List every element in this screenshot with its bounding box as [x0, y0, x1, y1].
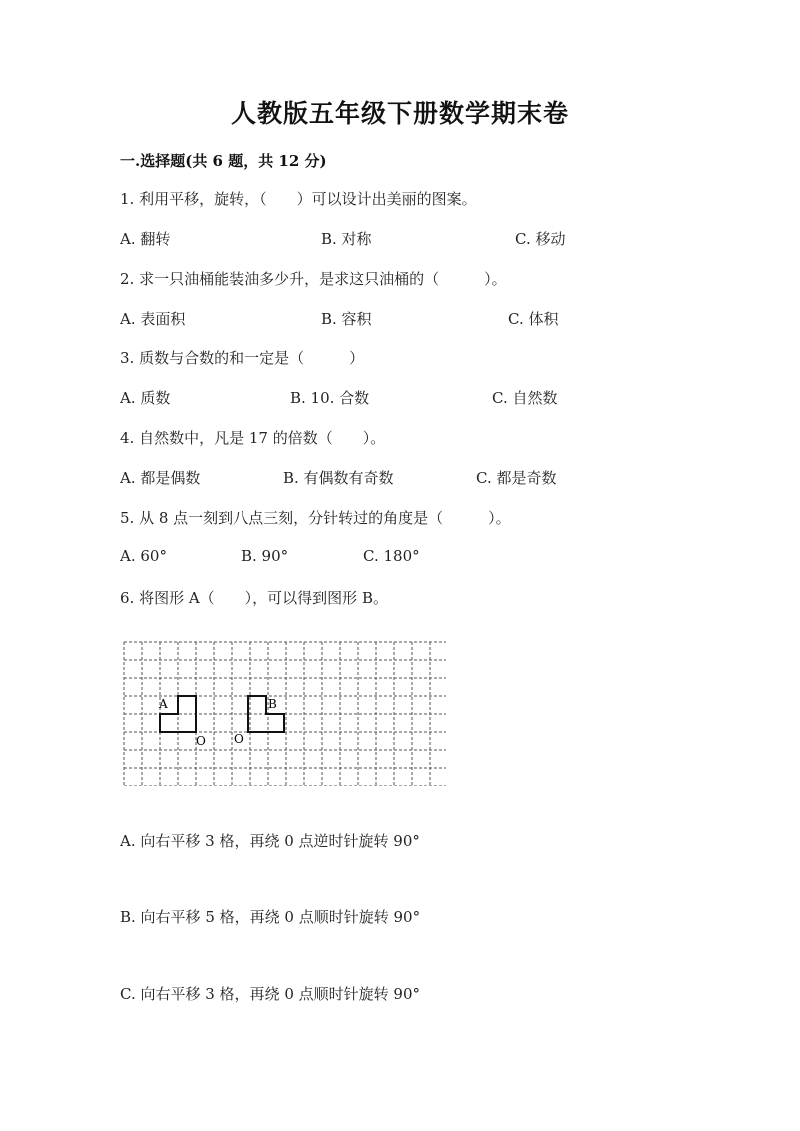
q6-option-c: C. 向右平移 3 格，再绕 0 点顺时针旋转 90° — [120, 985, 420, 1003]
q2-option-b: B. 容积 — [321, 310, 372, 328]
q4-option-a: A. 都是偶数 — [120, 469, 201, 487]
grid-figure — [122, 640, 446, 786]
page-title: 人教版五年级下册数学期末卷 — [230, 99, 569, 128]
q5-option-c: C. 180° — [363, 547, 420, 565]
q5-option-a: A. 60° — [120, 547, 167, 565]
q3-option-b: B. 10. 合数 — [290, 389, 370, 407]
q2-option-c: C. 体积 — [508, 310, 559, 328]
q3-option-a: A. 质数 — [120, 389, 171, 407]
q3-option-c: C. 自然数 — [492, 389, 558, 407]
q1-option-c: C. 移动 — [515, 230, 566, 248]
q5-option-b: B. 90° — [241, 547, 289, 565]
q6-option-b: B. 向右平移 5 格，再绕 0 点顺时针旋转 90° — [120, 908, 421, 926]
question-2: 2. 求一只油桶能装油多少升，是求这只油桶的（ ）。 — [120, 270, 507, 288]
question-4: 4. 自然数中，凡是 17 的倍数（ ）。 — [120, 429, 386, 447]
q1-option-a: A. 翻转 — [120, 230, 171, 248]
q4-option-b: B. 有偶数有奇数 — [283, 469, 394, 487]
label-o-left: O — [196, 734, 206, 748]
q2-option-a: A. 表面积 — [120, 310, 186, 328]
q6-option-a: A. 向右平移 3 格，再绕 0 点逆时针旋转 90° — [120, 832, 420, 850]
question-3: 3. 质数与合数的和一定是（ ） — [120, 349, 365, 367]
q4-option-c: C. 都是奇数 — [476, 469, 557, 487]
label-o-right: O — [234, 732, 244, 746]
question-1: 1. 利用平移，旋转，（ ）可以设计出美丽的图案。 — [120, 190, 477, 208]
q1-option-b: B. 对称 — [321, 230, 372, 248]
label-b: B — [268, 697, 277, 711]
shape-b — [248, 696, 284, 732]
question-6: 6. 将图形 A（ ），可以得到图形 B。 — [120, 589, 388, 607]
label-a: A — [159, 697, 168, 711]
question-5: 5. 从 8 点一刻到八点三刻，分针转过的角度是（ ）。 — [120, 509, 511, 527]
grid-figure-svg — [122, 640, 446, 786]
section-heading: 一.选择题(共 6 题，共 12 分) — [120, 152, 327, 170]
